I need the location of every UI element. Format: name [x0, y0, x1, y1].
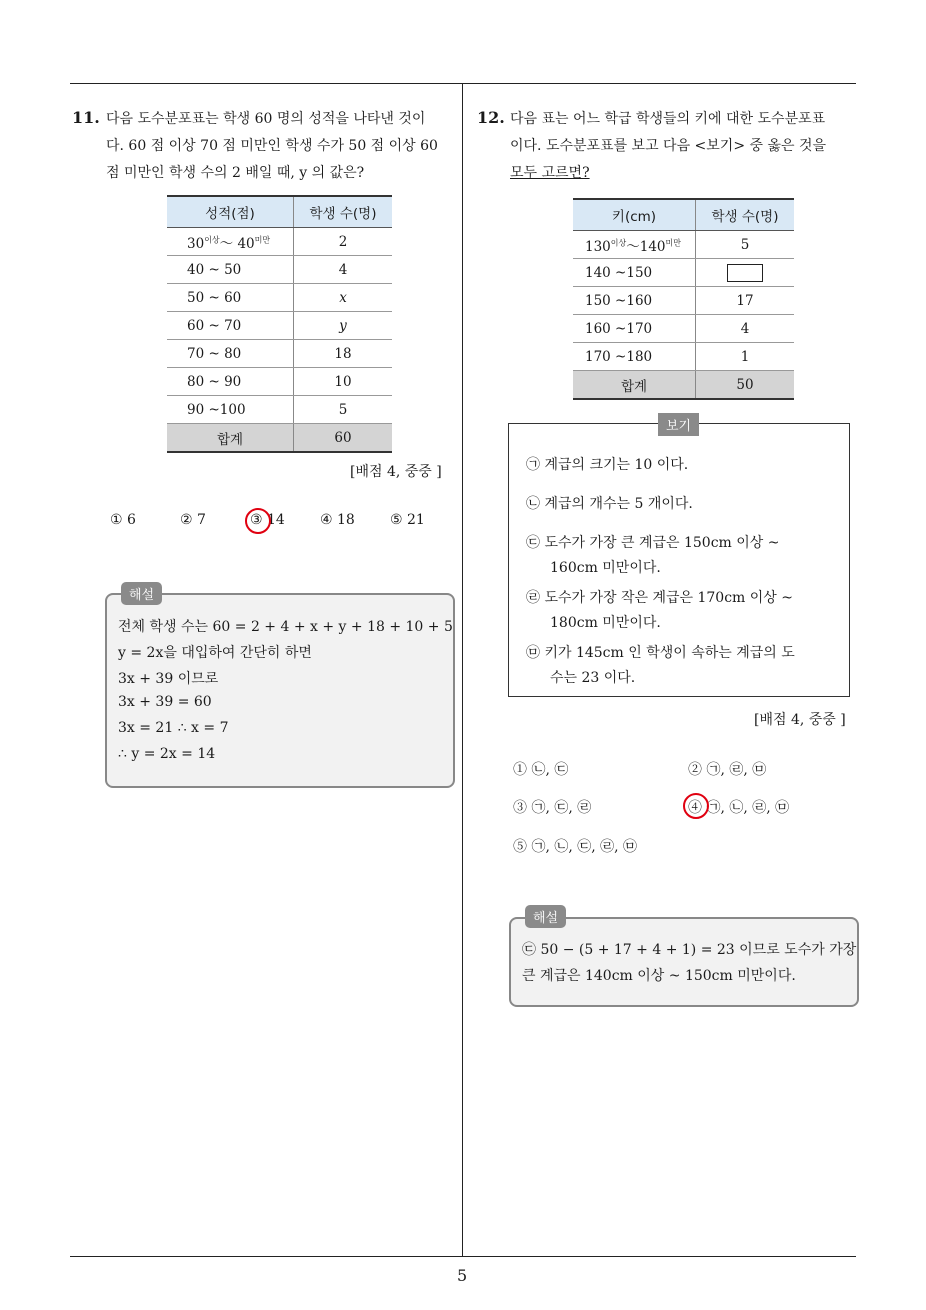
q11-cell: $30^{이상}\sim$ $40^{미만}$: [167, 228, 294, 256]
q11-cell: 50 ~ 60: [167, 284, 294, 312]
question-11-number: 11.: [72, 108, 100, 127]
top-rule: [70, 83, 856, 84]
q11-cell: 80 ~ 90: [167, 368, 294, 396]
table-row: [573, 287, 794, 315]
q12-answer-mark-icon: [683, 793, 709, 819]
q11-cell: y: [294, 312, 393, 340]
question-12-line-3: 모두 고르면?: [510, 165, 590, 181]
table-row: [573, 259, 794, 287]
q11-choice-4[interactable]: ④ 18: [320, 512, 355, 528]
q12-bogi-item: ㉢ 도수가 가장 큰 계급은 150cm 이상 ~: [526, 535, 780, 551]
q11-cell: 60 ~ 70: [167, 312, 294, 340]
q11-cell: 2: [294, 228, 393, 256]
q11-explanation-line: 3x + 39 = 60: [118, 694, 212, 710]
table-row: [167, 228, 392, 256]
q11-frequency-table: [167, 195, 392, 453]
q11-explanation-line: 3x + 39 이므로: [118, 671, 219, 687]
q12-bogi-item: 160cm 미만이다.: [550, 560, 661, 576]
q11-cell: x: [294, 284, 393, 312]
q11-cell: 4: [294, 256, 393, 284]
q12-cell: 5: [696, 231, 795, 259]
q12-bogi-item: ㉠ 계급의 크기는 10 이다.: [526, 457, 689, 473]
table-row: [167, 340, 392, 368]
q11-total-row: [167, 424, 392, 453]
q12-cell: 170 ~180: [573, 343, 696, 371]
q12-choice-5[interactable]: ⑤ ㉠, ㉡, ㉢, ㉣, ㉤: [513, 839, 638, 855]
table-row: [573, 315, 794, 343]
table-row: [167, 284, 392, 312]
q12-bogi-item: ㉤ 키가 145cm 인 학생이 속하는 계급의 도: [526, 645, 795, 661]
q12-cell: 1: [696, 343, 795, 371]
q12-explanation-line: 큰 계급은 140cm 이상 ~ 150cm 미만이다.: [522, 968, 796, 984]
q12-bogi-tag: 보기: [658, 413, 699, 436]
q11-cell: 5: [294, 396, 393, 424]
q11-choice-2[interactable]: ② 7: [180, 512, 206, 528]
table-row: [167, 256, 392, 284]
table-row: [167, 368, 392, 396]
q11-choice-5[interactable]: ⑤ 21: [390, 512, 425, 528]
q12-frequency-table: [573, 198, 794, 400]
q12-total-label: 합계: [573, 371, 696, 400]
q11-header-score: 성적(점): [167, 196, 294, 228]
q12-cell: 160 ~170: [573, 315, 696, 343]
table-row: [573, 231, 794, 259]
q12-explanation-box: [509, 917, 859, 1007]
q12-header-count: 학생 수(명): [696, 199, 795, 231]
question-11-line-1: 다음 도수분포표는 학생 60 명의 성적을 나타낸 것이: [106, 111, 426, 127]
q11-choice-3[interactable]: ③ 14: [250, 512, 285, 528]
question-11-line-3: 점 미만인 학생 수의 2 배일 때, y 의 값은?: [106, 165, 365, 181]
q12-bogi-item: 수는 23 이다.: [550, 670, 636, 686]
q11-explanation-line: ∴ y = 2x = 14: [118, 746, 216, 762]
q12-choice-1[interactable]: ① ㉡, ㉢: [513, 762, 569, 778]
question-12-line-2: 이다. 도수분포표를 보고 다음 <보기> 중 옳은 것을: [510, 138, 827, 154]
table-row: [573, 343, 794, 371]
q12-cell: 150 ~160: [573, 287, 696, 315]
bottom-rule: [70, 1256, 856, 1257]
q11-cell: 90 ~100: [167, 396, 294, 424]
q11-cell: 70 ~ 80: [167, 340, 294, 368]
q12-cell: $130^{이상}\sim 140^{미만}$: [573, 231, 696, 259]
q12-total-value: 50: [696, 371, 795, 400]
q12-bogi-item: 180cm 미만이다.: [550, 615, 661, 631]
q12-total-row: [573, 371, 794, 400]
q11-explanation-line: 3x = 21 ∴ x = 7: [118, 720, 229, 736]
q11-answer-mark-icon: [245, 508, 271, 534]
q11-cell: 18: [294, 340, 393, 368]
q12-score: [배점 4, 중중 ]: [754, 712, 846, 728]
q12-explanation-tag: 해설: [525, 905, 566, 928]
q12-choice-2[interactable]: ② ㉠, ㉣, ㉤: [688, 762, 767, 778]
column-divider: [462, 83, 463, 1256]
q12-bogi-item: ㉣ 도수가 가장 작은 계급은 170cm 이상 ~: [526, 590, 794, 606]
q12-cell: 17: [696, 287, 795, 315]
q11-explanation-line: 전체 학생 수는 60 = 2 + 4 + x + y + 18 + 10 + 5: [118, 619, 453, 635]
q11-explanation-line: y = 2x을 대입하여 간단히 하면: [118, 645, 312, 661]
q12-header-height: 키(cm): [573, 199, 696, 231]
q12-blank-box[interactable]: [727, 264, 763, 282]
q11-explanation-tag: 해설: [121, 582, 162, 605]
q12-explanation-line: ㉢ 50 − (5 + 17 + 4 + 1) = 23 이므로 도수가 가장: [522, 942, 857, 958]
table-row: [167, 312, 392, 340]
question-12-number: 12.: [477, 108, 505, 127]
q12-choice-3[interactable]: ③ ㉠, ㉢, ㉣: [513, 800, 592, 816]
q12-cell: 140 ~150: [573, 259, 696, 287]
q12-bogi-item: ㉡ 계급의 개수는 5 개이다.: [526, 496, 693, 512]
table-row: [167, 396, 392, 424]
q11-total-value: 60: [294, 424, 393, 453]
q11-cell: 40 ~ 50: [167, 256, 294, 284]
q12-choice-4[interactable]: ④ ㉠, ㉡, ㉣, ㉤: [688, 800, 790, 816]
q12-cell: 4: [696, 315, 795, 343]
q12-cell: [696, 259, 795, 287]
q11-choice-1[interactable]: ① 6: [110, 512, 136, 528]
q11-score: [배점 4, 중중 ]: [350, 464, 442, 480]
q11-header-count: 학생 수(명): [294, 196, 393, 228]
q11-total-label: 합계: [167, 424, 294, 453]
question-11-line-2: 다. 60 점 이상 70 점 미만인 학생 수가 50 점 이상 60: [106, 138, 438, 154]
q11-cell: 10: [294, 368, 393, 396]
question-12-line-1: 다음 표는 어느 학급 학생들의 키에 대한 도수분포표: [510, 111, 826, 127]
page-number: 5: [457, 1266, 468, 1285]
